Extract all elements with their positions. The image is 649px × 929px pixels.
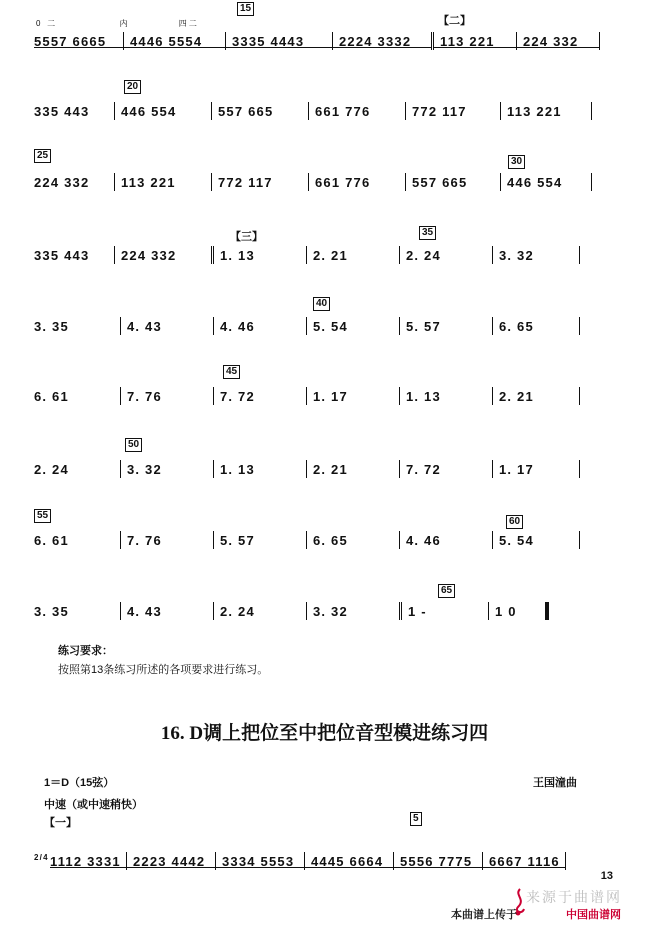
measure: 661 776	[315, 175, 371, 190]
barline	[213, 531, 214, 549]
section-marker: 【一】	[44, 817, 77, 829]
barline	[114, 102, 115, 120]
bar-number: 20	[124, 80, 141, 94]
measure: 113 221	[434, 34, 516, 48]
measure: 224 332	[517, 34, 599, 48]
bar-number: 45	[223, 365, 240, 379]
barline	[306, 387, 307, 405]
measure: 2. 24	[406, 248, 441, 263]
final-barline	[545, 602, 549, 620]
measure: 1 0	[495, 604, 517, 619]
bar-number: 40	[313, 297, 330, 311]
page-number: 13	[600, 870, 613, 882]
measure: 4445 6664	[305, 854, 393, 868]
measure: 7. 76	[127, 533, 162, 548]
barline	[599, 32, 600, 50]
score-system-9	[34, 585, 602, 619]
bar-number: 35	[419, 226, 436, 240]
measure: 6. 61	[34, 389, 69, 404]
measure: 5. 57	[220, 533, 255, 548]
notes-row	[34, 854, 602, 868]
practice-heading: 练习要求：	[58, 645, 113, 657]
fingering-marks: 0 二 内 四 二	[36, 19, 197, 28]
barline	[225, 32, 226, 50]
measure: 2. 21	[499, 389, 534, 404]
measure: 5556 7775	[394, 854, 482, 868]
notes-row	[34, 175, 602, 189]
barline	[405, 173, 406, 191]
barline	[120, 531, 121, 549]
watermark-site: 中国曲谱网	[566, 909, 621, 921]
measure: 3. 32	[499, 248, 534, 263]
measure: 557 665	[218, 104, 274, 119]
score-system-10	[34, 842, 602, 868]
bar-number: 30	[508, 155, 525, 169]
barline	[120, 317, 121, 335]
watermark-source: 来源于曲谱网	[526, 889, 622, 905]
barline	[500, 102, 501, 120]
barline	[308, 173, 309, 191]
piece-title: 16. D调上把位至中把位音型模进练习四	[160, 723, 489, 744]
barline	[565, 852, 566, 870]
bar-number: 25	[34, 149, 51, 163]
barline	[579, 387, 580, 405]
measure: 1 -	[408, 604, 427, 619]
barline	[591, 173, 592, 191]
double-barline	[431, 32, 434, 50]
score-system-3	[34, 150, 602, 190]
measure: 7. 72	[220, 389, 255, 404]
measure: 335 443	[34, 104, 90, 119]
measure: 113 221	[121, 175, 176, 190]
measure: 3. 32	[127, 462, 162, 477]
measure: 5. 54	[499, 533, 534, 548]
measure: 1. 17	[499, 462, 534, 477]
double-barline	[211, 246, 214, 264]
repeat-barline	[399, 602, 402, 620]
barline	[399, 317, 400, 335]
barline	[120, 387, 121, 405]
measure: 3. 35	[34, 604, 69, 619]
measure: 661 776	[315, 104, 371, 119]
measure: 772 117	[218, 175, 273, 190]
barline	[399, 460, 400, 478]
measure: 4. 43	[127, 319, 162, 334]
barline	[211, 102, 212, 120]
barline	[304, 852, 305, 870]
barline	[114, 173, 115, 191]
measure: 557 665	[412, 175, 468, 190]
barline	[492, 246, 493, 264]
score-system-7	[34, 439, 602, 477]
measure: 113 221	[507, 104, 562, 119]
score-system-5	[34, 298, 602, 334]
barline	[492, 460, 493, 478]
measure: 446 554	[121, 104, 177, 119]
measure: 4446 5554	[124, 34, 225, 48]
measure: 335 443	[34, 248, 90, 263]
measure: 6667 1116	[483, 854, 565, 868]
barline	[492, 317, 493, 335]
bar-number: 5	[410, 812, 422, 826]
barline	[213, 460, 214, 478]
practice-body: 按照第13条练习所述的各项要求进行练习。	[58, 664, 269, 676]
section-marker: 【二】	[438, 15, 471, 27]
barline	[306, 317, 307, 335]
barline	[306, 531, 307, 549]
measure: 446 554	[507, 175, 563, 190]
measure: 5. 57	[406, 319, 441, 334]
notes-row	[34, 248, 602, 262]
barline	[215, 852, 216, 870]
barline	[579, 246, 580, 264]
measure: 4. 46	[220, 319, 255, 334]
notes-row	[34, 604, 602, 618]
score-system-8	[34, 510, 602, 548]
measure: 3. 35	[34, 319, 69, 334]
measure: 772 117	[412, 104, 467, 119]
barline	[399, 531, 400, 549]
barline	[306, 460, 307, 478]
barline	[399, 387, 400, 405]
barline	[306, 246, 307, 264]
barline	[211, 173, 212, 191]
score-system-2	[34, 81, 602, 119]
measure: 5557 6665	[34, 34, 123, 48]
measure: 1. 13	[406, 389, 441, 404]
barline	[120, 602, 121, 620]
measure: 1. 13	[220, 462, 255, 477]
measure: 1112 3331	[50, 854, 126, 868]
watermark-upload: 本曲谱上传于	[451, 909, 517, 921]
barline	[393, 852, 394, 870]
bar-number: 65	[438, 584, 455, 598]
barline	[126, 852, 127, 870]
key-signature: 1＝D（15弦）	[44, 777, 115, 789]
measure: 7. 76	[127, 389, 162, 404]
measure: 1. 17	[313, 389, 348, 404]
measure: 6. 65	[313, 533, 348, 548]
barline	[579, 317, 580, 335]
barline	[114, 246, 115, 264]
barline	[123, 32, 124, 50]
section-marker: 【三】	[230, 231, 263, 243]
measure: 3334 5553	[216, 854, 304, 868]
score-system-6	[34, 366, 602, 404]
bar-number: 60	[506, 515, 523, 529]
barline	[405, 102, 406, 120]
measure: 5. 54	[313, 319, 348, 334]
measure: 2. 24	[220, 604, 255, 619]
measure: 2223 4442	[127, 854, 215, 868]
measure: 4. 46	[406, 533, 441, 548]
score-system-1	[34, 3, 602, 49]
barline	[308, 102, 309, 120]
notes-row	[34, 104, 602, 118]
barline	[332, 32, 333, 50]
notes-row	[34, 533, 602, 547]
measure: 6. 61	[34, 533, 69, 548]
barline	[488, 602, 489, 620]
barline	[579, 531, 580, 549]
notes-row	[34, 389, 602, 403]
time-signature: 2/4	[34, 853, 49, 862]
tempo-marking: 中速（或中速稍快）	[44, 799, 143, 811]
barline	[213, 317, 214, 335]
score-system-4	[34, 227, 602, 263]
notes-row	[34, 34, 602, 48]
barline	[579, 460, 580, 478]
barline	[213, 602, 214, 620]
barline	[306, 602, 307, 620]
barline	[213, 387, 214, 405]
measure: 2224 3332	[333, 34, 431, 48]
bar-number: 15	[237, 2, 254, 16]
measure: 2. 24	[34, 462, 69, 477]
measure: 7. 72	[406, 462, 441, 477]
barline	[120, 460, 121, 478]
notes-row	[34, 462, 602, 476]
measure: 2. 21	[313, 248, 348, 263]
measure: 6. 65	[499, 319, 534, 334]
barline	[591, 102, 592, 120]
barline	[500, 173, 501, 191]
measure: 224 332	[121, 248, 177, 263]
notes-row	[34, 319, 602, 333]
bar-number: 50	[125, 438, 142, 452]
measure: 2. 21	[313, 462, 348, 477]
bar-number: 55	[34, 509, 51, 523]
barline	[492, 531, 493, 549]
composer: 王国潼曲	[533, 777, 577, 789]
measure: 3. 32	[313, 604, 348, 619]
measure: 3335 4443	[226, 34, 332, 48]
barline	[399, 246, 400, 264]
measure: 224 332	[34, 175, 90, 190]
measure: 4. 43	[127, 604, 162, 619]
barline	[516, 32, 517, 50]
barline	[482, 852, 483, 870]
barline	[492, 387, 493, 405]
measure: 1. 13	[220, 248, 255, 263]
